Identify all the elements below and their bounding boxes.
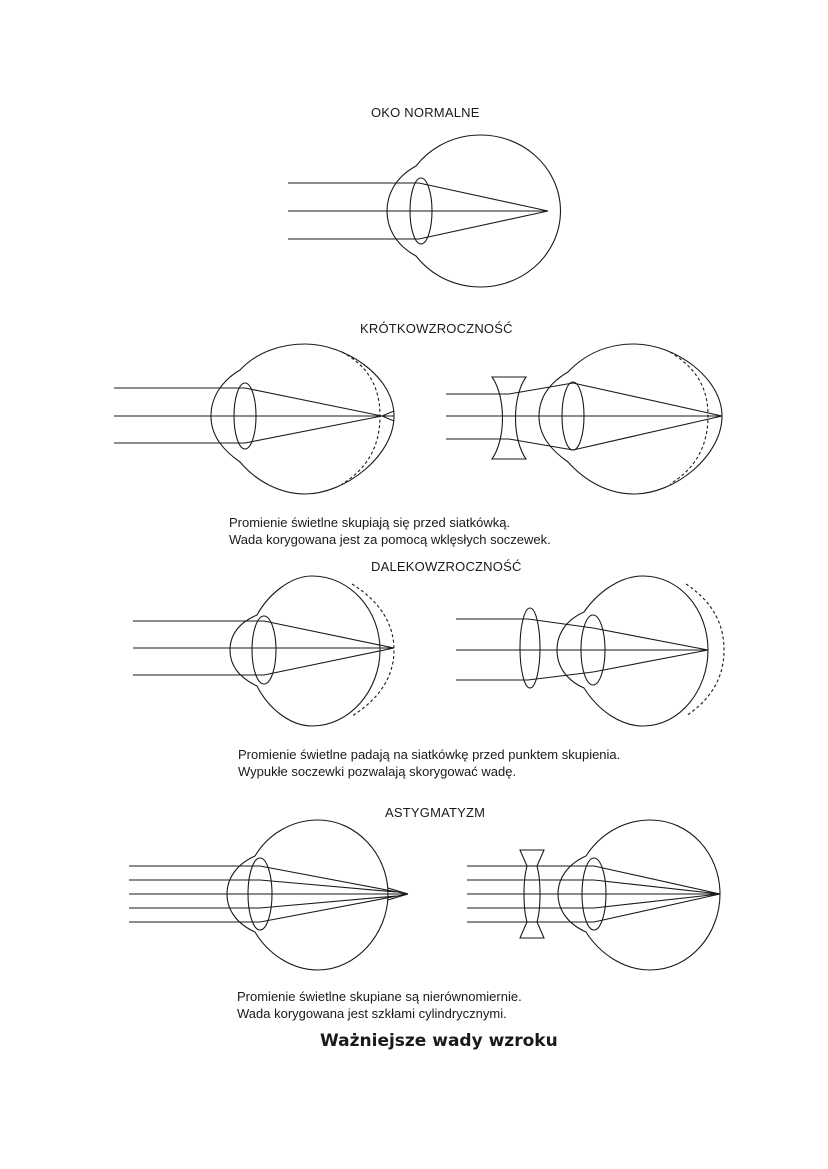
figure-title: Ważniejsze wady wzroku [320, 1031, 558, 1051]
hyperopia-caption-line-2: Wypukłe soczewki pozwalają skorygować wadę. [238, 764, 517, 779]
astigmatism-eye-corrected [467, 820, 720, 970]
hyperopia-corrected-eye-globe [557, 576, 708, 726]
myopia-caption-line-2: Wada korygowana jest za pomocą wklęsłych soczewek. [229, 532, 551, 547]
myopia-corrected-eye-globe [539, 344, 722, 494]
myopia-eye-uncorrected [114, 344, 394, 494]
normal-eye-heading: OKO NORMALNE [371, 105, 480, 120]
myopia-corrected-normal-retina-outline [670, 352, 708, 484]
myopia-eye-corrected [446, 344, 722, 494]
concave-correction-lens [492, 377, 526, 459]
myopia-caption-line-1: Promienie świetlne skupiają się przed siatkówką. [229, 515, 511, 530]
normal-eye-diagram [288, 135, 560, 287]
hyperopia-eye-corrected [456, 576, 724, 726]
hyperopia-normal-retina-outline [352, 584, 394, 716]
astigmatism-eye-uncorrected [129, 820, 408, 970]
hyperopia-caption-line-1: Promienie świetlne padają na siatkówkę przed punktem skupienia. [238, 747, 621, 762]
astigmatism-caption-line-2: Wada korygowana jest szkłami cylindrycznymi. [237, 1006, 507, 1021]
astigmatism-heading: ASTYGMATYZM [385, 805, 486, 820]
astigmatism-caption-line-1: Promienie świetlne skupiane są nierównomiernie. [237, 989, 522, 1004]
hyperopia-eye-uncorrected [133, 576, 394, 726]
myopia-heading: KRÓTKOWZROCZNOŚĆ [360, 321, 513, 336]
astigmatism-eye-globe [227, 820, 388, 970]
hyperopia-heading: DALEKOWZROCZNOŚĆ [371, 559, 522, 574]
